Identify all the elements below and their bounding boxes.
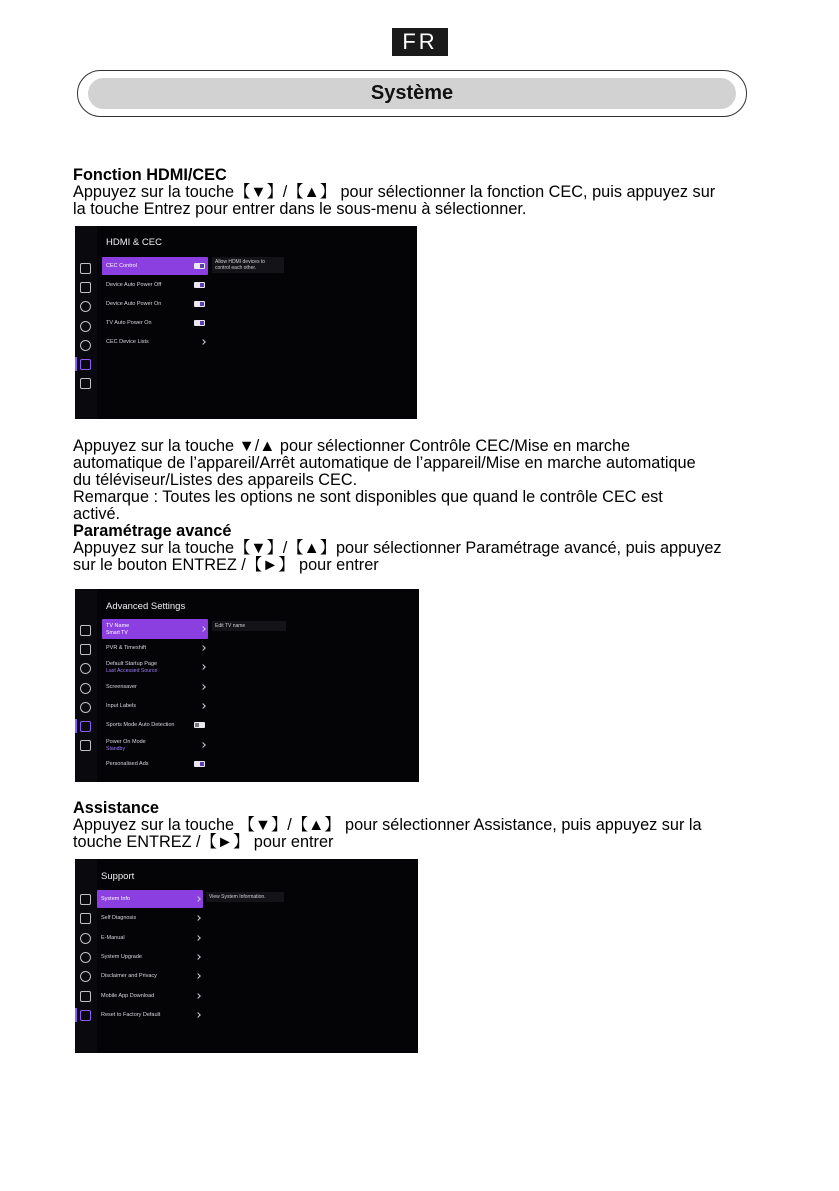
menu-item-label: CEC Device Lists <box>106 339 149 345</box>
chevron-right-icon <box>195 993 201 999</box>
menu-item-self-diagnosis[interactable] <box>97 909 203 927</box>
support-icon <box>80 740 91 751</box>
power-icon <box>80 340 91 351</box>
cec-options-section <box>73 438 770 574</box>
timer-icon <box>80 683 91 694</box>
cec-options-line-3: du téléviseur/Listes des appareils CEC. <box>73 471 358 489</box>
menu-item-mobile-app-download[interactable] <box>97 987 203 1005</box>
menu-item-label: Input Labels <box>106 703 136 709</box>
menu-item-label: Device Auto Power On <box>106 301 162 307</box>
screen-title: HDMI & CEC <box>106 237 162 248</box>
network-icon <box>80 301 91 312</box>
network-icon <box>80 933 91 944</box>
menu-item-label: Mobile App Download <box>101 993 155 999</box>
menu-item-e-manual[interactable] <box>97 929 203 947</box>
menu-item-label: Reset to Factory Default <box>101 1012 161 1018</box>
menu-item-cec-control[interactable] <box>102 257 208 275</box>
menu-item-cec-device-lists[interactable] <box>102 333 208 351</box>
hdmi-cec-screen <box>75 226 417 419</box>
cec-options-line-1: Appuyez sur la touche ▼/▲ pour sélectionner Contrôle CEC/Mise en marche <box>73 437 631 455</box>
menu-item-system-upgrade[interactable] <box>97 948 203 966</box>
screen-title: Support <box>101 871 135 882</box>
language-badge: FR <box>392 28 448 56</box>
cec-note-line-1: Remarque : Toutes les options ne sont disponibles que quand le contrôle CEC est <box>73 488 663 506</box>
item-description <box>212 257 284 273</box>
description-line-1: Allow HDMI devices to <box>215 259 266 265</box>
chevron-right-icon <box>200 684 206 690</box>
menu-item-tv-auto-power-on[interactable] <box>102 314 208 332</box>
advanced-settings-line-2: sur le bouton ENTREZ /【►】 pour entrer <box>73 556 379 574</box>
menu-item-system-info[interactable] <box>97 890 203 908</box>
chevron-right-icon <box>200 742 206 748</box>
chevron-right-icon <box>195 954 201 960</box>
menu-item-tv-name[interactable] <box>102 619 208 639</box>
menu-item-value: Smart TV <box>106 629 128 636</box>
menu-item-label: TV Auto Power On <box>106 320 152 326</box>
menu-item-value: Standby <box>106 745 126 752</box>
screen-title: Advanced Settings <box>106 601 186 612</box>
chevron-right-icon <box>195 1012 201 1018</box>
hdmi-cec-heading: Fonction HDMI/CEC <box>73 166 227 184</box>
menu-item-disclaimer-privacy[interactable] <box>97 967 203 985</box>
chevron-right-icon <box>200 339 206 345</box>
menu-item-label: System Info <box>101 896 131 902</box>
menu-item-default-startup-page[interactable] <box>102 657 208 677</box>
advanced-settings-screen <box>75 589 419 782</box>
timer-icon <box>80 321 91 332</box>
chevron-right-icon <box>200 626 206 632</box>
toggle-switch[interactable] <box>194 282 205 288</box>
menu-item-pvr-timeshift[interactable] <box>102 639 208 657</box>
menu-item-label: Power On Mode <box>106 738 146 745</box>
menu-item-personalised-ads[interactable] <box>102 755 208 773</box>
description-line-2: control each other. <box>215 265 257 271</box>
menu-item-value: Last Accessed Source <box>106 667 158 674</box>
menu-item-label: Self Diagnosis <box>101 915 137 921</box>
menu-item-label: Disclaimer and Privacy <box>101 973 157 979</box>
support-icon <box>80 378 91 389</box>
chevron-right-icon <box>200 645 206 651</box>
chevron-right-icon <box>195 973 201 979</box>
menu-item-label: E-Manual <box>101 935 125 941</box>
menu-item-label: Sports Mode Auto Detection <box>106 722 175 728</box>
picture-icon <box>80 625 91 636</box>
menu-item-label: CEC Control <box>106 263 137 269</box>
hdmi-cec-line-2: la touche Entrez pour entrer dans le sous-menu à sélectionner. <box>73 200 527 218</box>
item-description: Edit TV name <box>212 621 286 631</box>
support-screen <box>75 859 418 1053</box>
chevron-right-icon <box>195 896 201 902</box>
menu-item-label: Device Auto Power Off <box>106 282 162 288</box>
section-title: Système <box>88 78 736 109</box>
network-icon <box>80 663 91 674</box>
menu-item-label: Default Startup Page <box>106 660 158 667</box>
chevron-right-icon <box>195 935 201 941</box>
toggle-switch[interactable] <box>194 263 205 269</box>
menu-item-label: TV Name <box>106 622 130 629</box>
item-description: View System Information. <box>206 892 284 902</box>
menu-item-power-on-mode[interactable] <box>102 735 208 755</box>
picture-icon <box>80 263 91 274</box>
menu-item-device-auto-power-off[interactable] <box>102 276 208 294</box>
system-icon[interactable] <box>80 721 91 732</box>
system-icon[interactable] <box>80 359 91 370</box>
power-icon <box>80 702 91 713</box>
menu-item-input-labels[interactable] <box>102 697 208 715</box>
menu-item-label: Screensaver <box>106 684 137 690</box>
picture-icon <box>80 894 91 905</box>
menu-item-screensaver[interactable] <box>102 678 208 696</box>
chevron-right-icon <box>195 915 201 921</box>
menu-item-device-auto-power-on[interactable] <box>102 295 208 313</box>
support-line-2: touche ENTREZ /【►】 pour entrer <box>73 833 334 851</box>
sound-icon <box>80 282 91 293</box>
timer-icon <box>80 952 91 963</box>
menu-item-reset-factory-default[interactable] <box>97 1006 203 1024</box>
active-indicator <box>75 357 77 371</box>
active-indicator <box>75 1008 77 1022</box>
menu-item-label: PVR & Timeshift <box>106 645 147 651</box>
advanced-settings-line-1: Appuyez sur la touche【▼】/【▲】pour sélectionner Paramétrage avancé, puis appuyez <box>73 539 722 557</box>
sound-icon <box>80 913 91 924</box>
sound-icon <box>80 644 91 655</box>
hdmi-cec-line-1: Appuyez sur la touche【▼】/【▲】 pour sélectionner la fonction CEC, puis appuyez sur <box>73 183 716 201</box>
support-line-1: Appuyez sur la touche 【▼】/【▲】 pour sélectionner Assistance, puis appuyez sur la <box>73 816 702 834</box>
toggle-switch[interactable] <box>194 761 205 767</box>
hdmi-cec-section <box>73 167 770 218</box>
toggle-switch[interactable] <box>194 722 205 728</box>
chevron-right-icon <box>200 664 206 670</box>
chevron-right-icon <box>200 703 206 709</box>
support-heading: Assistance <box>73 799 159 817</box>
advanced-settings-heading: Paramétrage avancé <box>73 522 232 540</box>
menu-item-label: System Upgrade <box>101 954 142 960</box>
menu-item-sports-mode[interactable] <box>102 716 208 734</box>
cec-options-line-2: automatique de l’appareil/Arrêt automatique de l’appareil/Mise en marche automatique <box>73 454 696 472</box>
menu-item-label: Personalised Ads <box>106 761 149 767</box>
support-icon[interactable] <box>80 1010 91 1021</box>
active-indicator <box>75 719 77 733</box>
system-icon <box>80 991 91 1002</box>
power-icon <box>80 971 91 982</box>
section-title-frame <box>77 70 747 117</box>
cec-note-line-2: activé. <box>73 505 121 523</box>
toggle-switch[interactable] <box>194 301 205 307</box>
support-section <box>73 800 770 851</box>
toggle-switch[interactable] <box>194 320 205 326</box>
